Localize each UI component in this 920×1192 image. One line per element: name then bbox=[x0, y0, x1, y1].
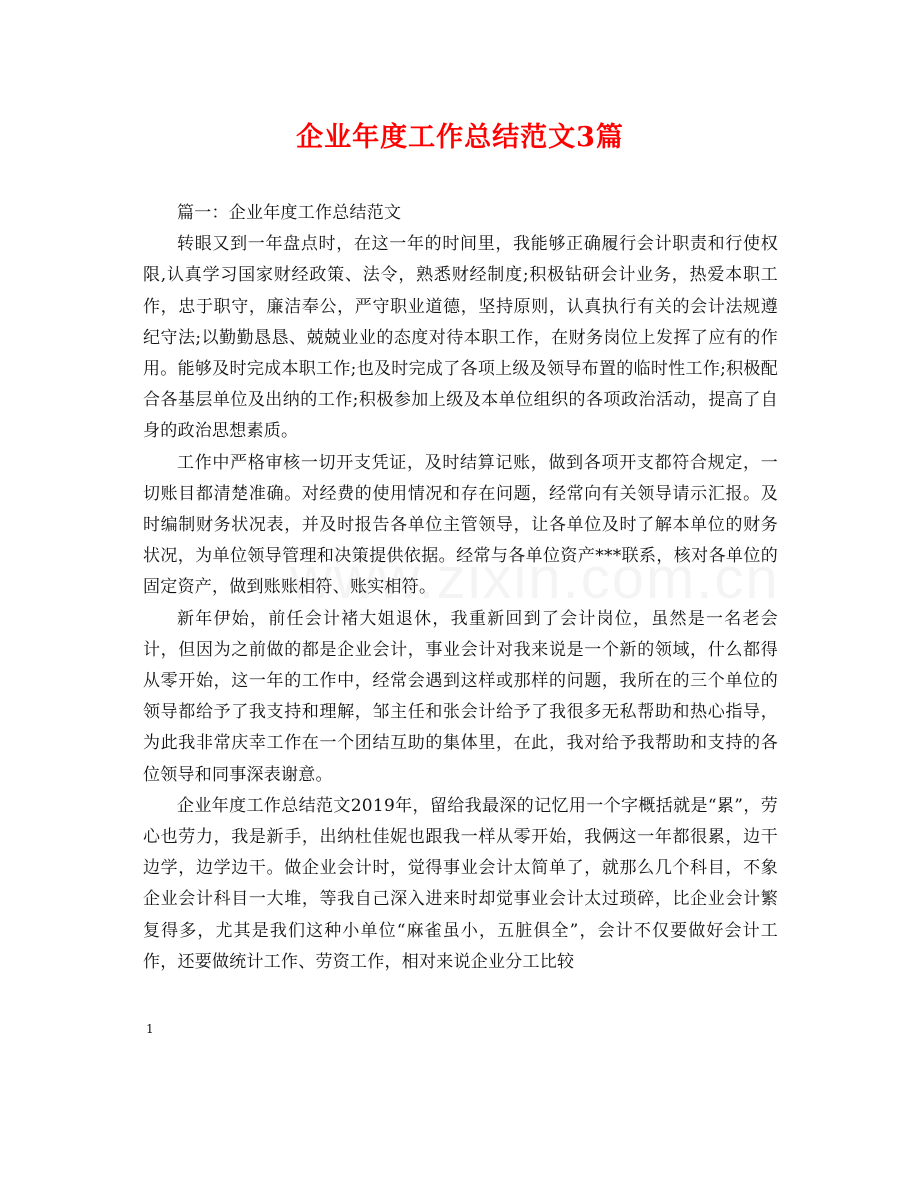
section-heading: 篇一：企业年度工作总结范文 bbox=[177, 203, 402, 223]
paragraph: 新年伊始，前任会计褚大姐退休，我重新回到了会计岗位，虽然是一名老会计，但因为之前做的都是企业会计，事业会计对我来说是一个新的领域，什么都得从零开始，这一年的工作中，经常会遇到这样或那样的问题，我所在的三个单位的领导都给予了我支持和理解，邹主任和张会计给予了我很多无私帮助和热心指导，为此我非常庆幸工作在一个团结互助的集体里，在此，我对给予我帮助和支持的各位领导和同事深表谢意。 bbox=[143, 608, 778, 785]
document-body bbox=[143, 198, 778, 978]
paragraph: 转眼又到一年盘点时，在这一年的时间里，我能够正确履行会计职责和行使权限,认真学习国家财经政策、法令，熟悉财经制度;积极钻研会计业务，热爱本职工作，忠于职守，廉洁奉公，严守职业道德，坚持原则，认真执行有关的会计法规遵纪守法;以勤勤恳恳、兢兢业业的态度对待本职工作，在财务岗位上发挥了应有的作用。能够及时完成本职工作;也及时完成了各项上级及领导布置的临时性工作;积极配合各基层单位及出纳的工作;积极参加上级及本单位组织的各项政治活动，提高了自身的政治思想素质。 bbox=[143, 234, 778, 442]
paragraph: 企业年度工作总结范文2019年，留给我最深的记忆用一个字概括就是“累”，劳心也劳力，我是新手，出纳杜佳妮也跟我一样从零开始，我俩这一年都很累，边干边学，边学边干。做企业会计时，觉得事业会计太简单了，就那么几个科目，不象企业会计科目一大堆，等我自己深入进来时却觉事业会计太过琐碎，比企业会计繁复得多，尤其是我们这种小单位“麻雀虽小，五脏俱全”，会计不仅要做好会计工作，还要做统计工作、劳资工作，相对来说企业分工比较 bbox=[143, 795, 778, 972]
page-number: 1 bbox=[146, 1022, 154, 1036]
paragraph: 工作中严格审核一切开支凭证，及时结算记账，做到各项开支都符合规定，一切账目都清楚准确。对经费的使用情况和存在问题，经常向有关领导请示汇报。及时编制财务状况表，并及时报告各单位主管领导，让各单位及时了解本单位的财务状况，为单位领导管理和决策提供依据。经常与各单位资产***联系，核对各单位的固定资产，做到账账相符、账实相符。 bbox=[143, 452, 778, 598]
document-title: 企业年度工作总结范文3篇 bbox=[296, 122, 624, 153]
